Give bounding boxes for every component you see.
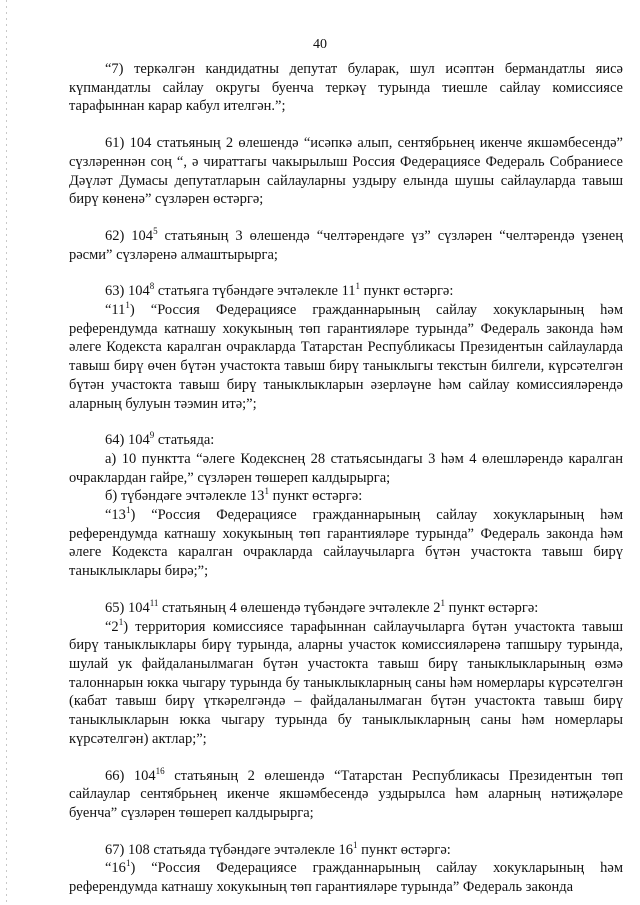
scan-edge-line [6, 0, 7, 905]
paragraph-item-2-1: “$2^1$) территория комиссиясе тарафыннан сайлаучыларга бүтән участокта тавыш бирү таныклыклары бирү турында, аларны участок комиссияләренә тапшыру турында, шулай ук файдаланылмаган бүтән участокта тавыш бирү таныклыкларының өзмә талоннарын юкка чыгару турында бу таныклыкларның саны һәм номерлары күрсәтелгән (кабат тавыш бирү үткәрелгәндә – файдаланылмаган бүтән участокта тавыш бирү таныклыкларын юкка чыгару турында бу таныклыкларның саны һәм номерлары күрсәтелгән) актлар;”; [69, 616, 623, 747]
page-number: 40 [313, 37, 327, 52]
paragraph-65: 65) $104^{11}$ статьяның 4 өлешендә түбәндәге эчтәлекле $2^1$ пункт өстәргә: [105, 597, 539, 616]
paragraph-item-16-1: “$16^1$) “Россия Федерациясе гражданнарының сайлау хокукларының һәм референдумда катнашу хокукының төп гарантияләре турында” Федераль законда [69, 858, 623, 896]
document-body [69, 60, 623, 897]
paragraph-item-11-1: “$11^1$) “Россия Федерациясе гражданнарының сайлау хокукларының һәм референдумда катнашу хокукының төп гарантияләре турында” Федераль законда һәм әлеге Кодекста каралган очракларда Татарстан Республикасы Президентын сайлауларда тавыш бирү өчен бүтән участокта тавыш бирү таныклыгы текстын билгели, күрсәтелгән бүтән участокта тавыш бирү таныклыкларын әзерләүне һәм сайлау комиссияләрендә аларның булуын тәэмин итә;”; [69, 300, 623, 412]
paragraph-62: 62) $104^5$ статьяның 3 өлешендә “челтәрендәге үз” сүзләрен “челтәрендә үзенең рәсми” сүзләренә алмаштырырга; [69, 225, 623, 263]
paragraph-66: 66) $104^{16}$ статьяның 2 өлешендә “Татарстан Республикасы Президентын төп сайлаулар сентябрьнең икенче якшәмбесендә уздырылса һәм аларның нәтиҗәләре буенча” сүзләрен төшереп калдырырга; [69, 765, 623, 821]
paragraph-item-13-1: “$13^1$) “Россия Федерациясе гражданнарының сайлау хокукларының һәм референдумда катнашу хокукының төп гарантияләре турында” Федераль законда һәм әлеге Кодекста каралган очракларда сайлаучыларга бүтән участокта тавыш бирү таныклыклары бирә;”; [69, 505, 623, 580]
paragraph-61: 61) 104 статьяның 2 өлешендә “исәпкә алып, сентябрьнең икенче якшәмбесендә” сүзләреннән соң “, ә чираттагы чакырылыш Россия Федерациясе Федераль Собраниесе Дәүләт Думасы депутатларын сайлауларны уздыру елында шушы сайлауларда тавыш бирү көненә” сүзләрен өстәргә; [69, 135, 623, 208]
paragraph-67: 67) 108 статьяда түбәндәге эчтәлекле $16^1$ пункт өстәргә: [105, 839, 451, 858]
paragraph-63: 63) $104^8$ статьяга түбәндәге эчтәлекле $11^1$ пункт өстәргә: [105, 281, 454, 300]
paragraph-64: 64) $104^9$ статьяда: [105, 430, 215, 449]
paragraph-item-7: “7) теркәлгән кандидатны депутат буларак, шул исәптән бермандатлы яисә күпмандатлы сайлау округы буенча теркәү турында тиешле сайлау комиссиясе тарафыннан карар кабул ителгән.”; [69, 61, 623, 115]
paragraph-64-b: б) түбәндәге эчтәлекле $13^1$ пункт өстәргә: [105, 486, 363, 505]
paragraph-64-a: а) 10 пунктта “әлеге Кодекснең 28 статьясындагы 3 һәм 4 өлешләрендә каралган очраклардан гайре,” сүзләрен төшереп калдырырга; [69, 450, 623, 486]
